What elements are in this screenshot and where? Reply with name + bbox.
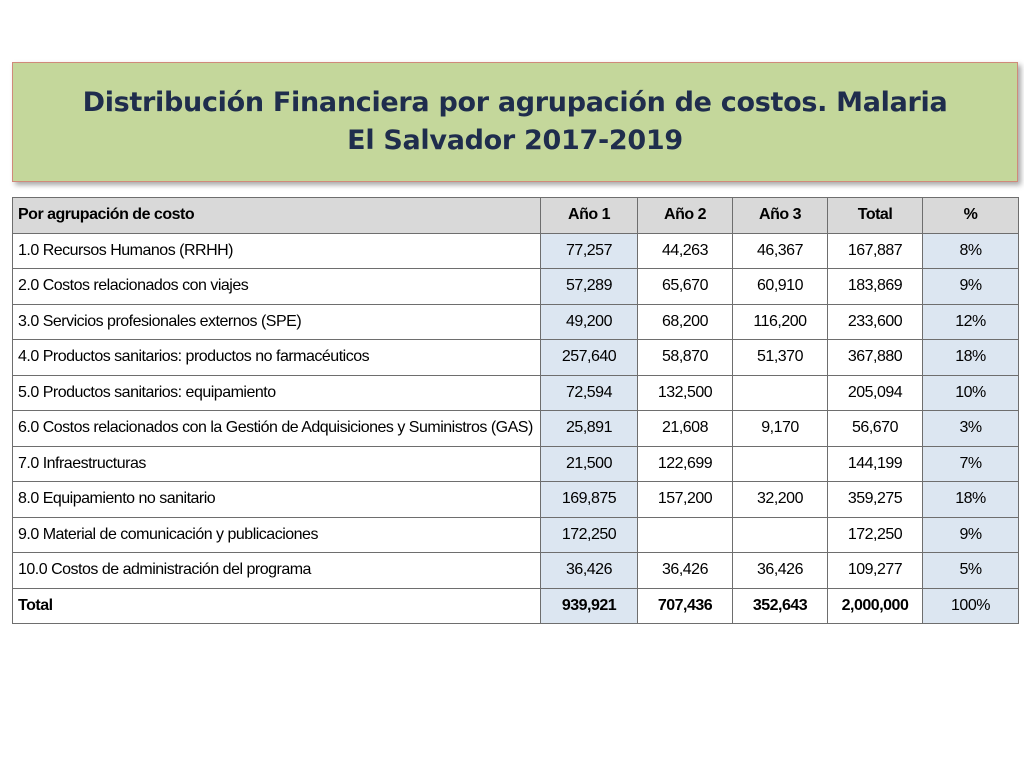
table-row <box>13 517 1019 553</box>
year-2-value <box>638 517 733 553</box>
year-1-value: 257,640 <box>541 340 638 376</box>
year-3-value: 46,367 <box>733 233 828 269</box>
year-3-value: 51,370 <box>733 340 828 376</box>
table-row <box>13 411 1019 447</box>
year-2-value: 21,608 <box>638 411 733 447</box>
year-1-total: 939,921 <box>541 588 638 624</box>
year-1-value: 21,500 <box>541 446 638 482</box>
table-row <box>13 269 1019 305</box>
header-year-2: Año 2 <box>638 198 733 234</box>
percent-value: 7% <box>923 446 1019 482</box>
cost-group-name: 8.0 Equipamiento no sanitario <box>13 482 541 518</box>
year-3-value <box>733 517 828 553</box>
table-row <box>13 375 1019 411</box>
year-1-value: 57,289 <box>541 269 638 305</box>
cost-group-name: 4.0 Productos sanitarios: productos no farmacéuticos <box>13 340 541 376</box>
header-total: Total <box>828 198 923 234</box>
cost-group-name: 3.0 Servicios profesionales externos (SPE) <box>13 304 541 340</box>
total-value: 172,250 <box>828 517 923 553</box>
year-3-value <box>733 375 828 411</box>
slide-title: Distribución Financiera por agrupación de costos. Malaria <box>82 87 948 118</box>
year-3-value: 36,426 <box>733 553 828 589</box>
total-value: 144,199 <box>828 446 923 482</box>
table-row <box>13 482 1019 518</box>
cost-group-name: 10.0 Costos de administración del programa <box>13 553 541 589</box>
year-2-value: 157,200 <box>638 482 733 518</box>
cost-distribution-table <box>12 197 1019 624</box>
total-value: 183,869 <box>828 269 923 305</box>
year-2-value: 122,699 <box>638 446 733 482</box>
table-header-row <box>13 198 1019 234</box>
total-value: 233,600 <box>828 304 923 340</box>
cost-group-name: 1.0 Recursos Humanos (RRHH) <box>13 233 541 269</box>
year-1-value: 172,250 <box>541 517 638 553</box>
table-row <box>13 553 1019 589</box>
table-row <box>13 304 1019 340</box>
header-year-3: Año 3 <box>733 198 828 234</box>
cost-group-name: 6.0 Costos relacionados con la Gestión de Adquisiciones y Suministros (GAS) <box>13 411 541 447</box>
percent-value: 9% <box>923 517 1019 553</box>
year-3-value: 9,170 <box>733 411 828 447</box>
title-box <box>12 62 1018 182</box>
total-value: 359,275 <box>828 482 923 518</box>
percent-value: 9% <box>923 269 1019 305</box>
cost-group-name: 9.0 Material de comunicación y publicaciones <box>13 517 541 553</box>
total-value: 367,880 <box>828 340 923 376</box>
table-row <box>13 340 1019 376</box>
year-3-value: 60,910 <box>733 269 828 305</box>
year-2-total: 707,436 <box>638 588 733 624</box>
grand-total: 2,000,000 <box>828 588 923 624</box>
year-2-value: 44,263 <box>638 233 733 269</box>
year-1-value: 77,257 <box>541 233 638 269</box>
year-3-value: 116,200 <box>733 304 828 340</box>
header-cost-group: Por agrupación de costo <box>13 198 541 234</box>
year-2-value: 132,500 <box>638 375 733 411</box>
total-value: 56,670 <box>828 411 923 447</box>
year-2-value: 68,200 <box>638 304 733 340</box>
header-year-1: Año 1 <box>541 198 638 234</box>
year-3-value: 32,200 <box>733 482 828 518</box>
percent-value: 18% <box>923 482 1019 518</box>
slide-subtitle: El Salvador 2017-2019 <box>347 125 683 156</box>
percent-value: 18% <box>923 340 1019 376</box>
total-value: 167,887 <box>828 233 923 269</box>
table-row <box>13 446 1019 482</box>
year-2-value: 36,426 <box>638 553 733 589</box>
table-row <box>13 233 1019 269</box>
year-2-value: 58,870 <box>638 340 733 376</box>
cost-group-name: 2.0 Costos relacionados con viajes <box>13 269 541 305</box>
year-1-value: 72,594 <box>541 375 638 411</box>
total-label: Total <box>13 588 541 624</box>
table-total-row <box>13 588 1019 624</box>
header-percent: % <box>923 198 1019 234</box>
percent-value: 10% <box>923 375 1019 411</box>
year-1-value: 169,875 <box>541 482 638 518</box>
percent-value: 12% <box>923 304 1019 340</box>
percent-value: 8% <box>923 233 1019 269</box>
total-value: 109,277 <box>828 553 923 589</box>
total-value: 205,094 <box>828 375 923 411</box>
year-2-value: 65,670 <box>638 269 733 305</box>
cost-group-name: 7.0 Infraestructuras <box>13 446 541 482</box>
percent-value: 3% <box>923 411 1019 447</box>
percent-value: 5% <box>923 553 1019 589</box>
year-1-value: 49,200 <box>541 304 638 340</box>
year-1-value: 25,891 <box>541 411 638 447</box>
total-percent: 100% <box>923 588 1019 624</box>
cost-group-name: 5.0 Productos sanitarios: equipamiento <box>13 375 541 411</box>
year-1-value: 36,426 <box>541 553 638 589</box>
year-3-total: 352,643 <box>733 588 828 624</box>
year-3-value <box>733 446 828 482</box>
